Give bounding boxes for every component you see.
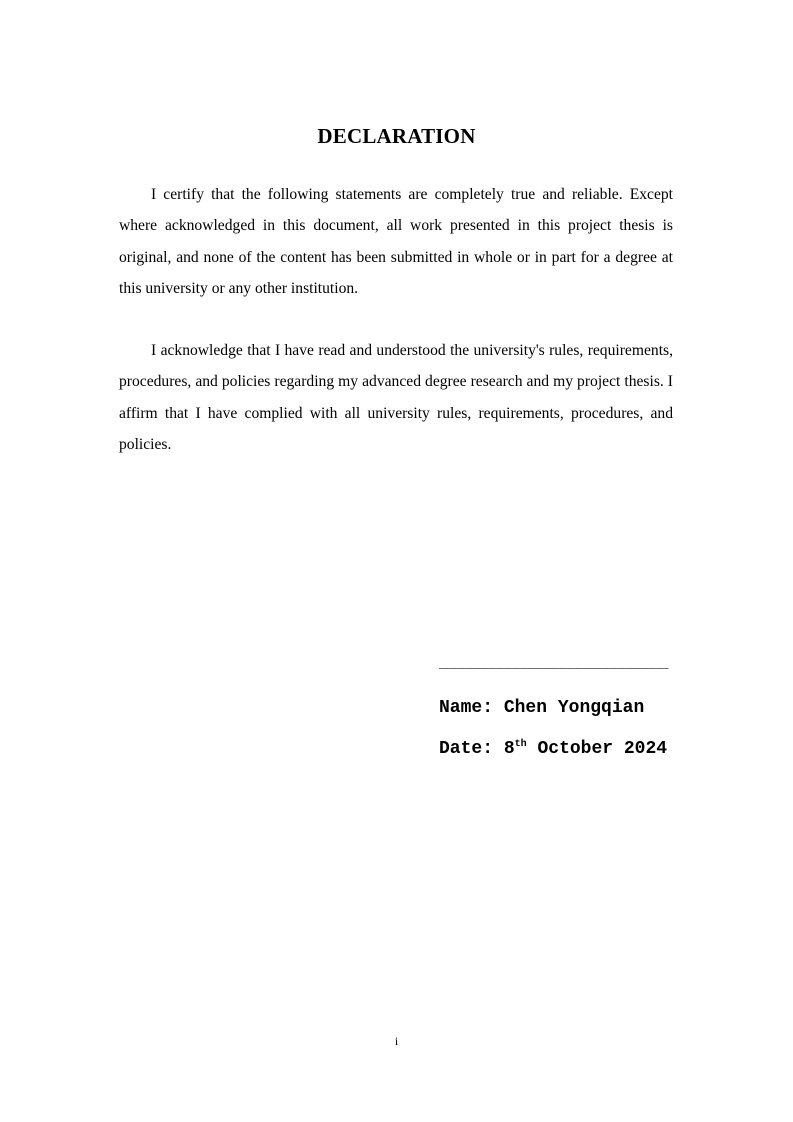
declaration-paragraph-1: I certify that the following statements are completely true and reliable. Except where acknowledged in this document, all work presented in this project thesis is original, and none of the content has been submitted in whole or in part for a degree at this university or any other institution. [119,186,673,297]
name-label: Name: [439,698,494,718]
date-suffix: th [514,739,527,750]
signature-date [439,739,667,759]
name-value: Chen Yongqian [503,698,645,718]
signature-line: ______________________________ [439,653,668,669]
page-title: DECLARATION [317,124,476,148]
date-label: Date: [439,739,494,759]
signature-name [439,698,644,718]
declaration-paragraph-2: I acknowledge that I have read and understood the university's rules, requirements, procedures, and policies regarding my advanced degree research and my project thesis. I affirm that I have complied with all university rules, requirements, procedures, and policies. [119,342,673,453]
page-number: i [394,1034,399,1048]
date-day: 8 [503,739,515,759]
date-rest: October 2024 [537,739,668,759]
